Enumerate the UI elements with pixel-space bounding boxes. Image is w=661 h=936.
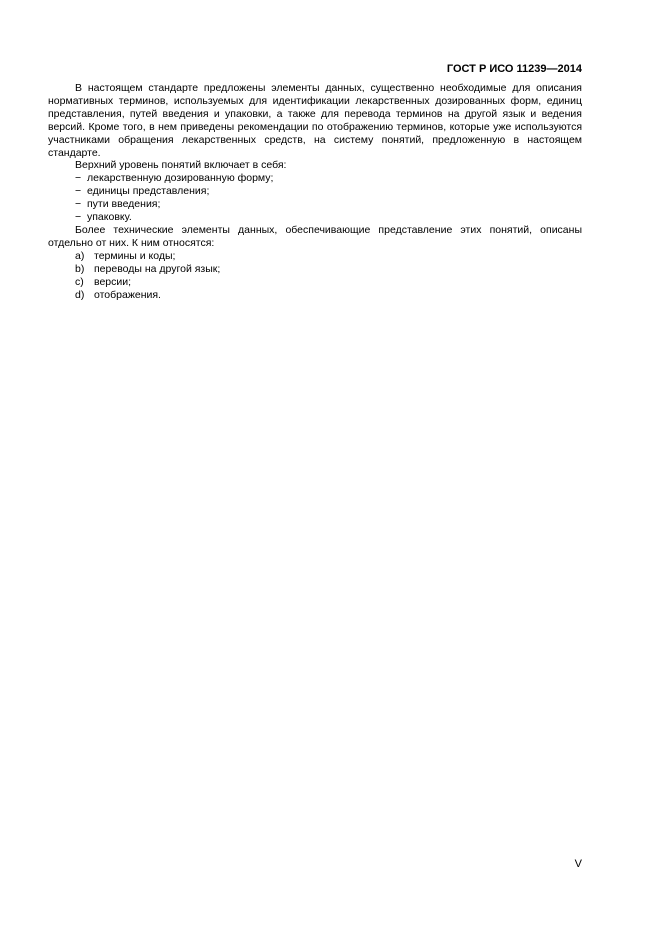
list-item-text: упаковку.: [87, 211, 132, 224]
list-marker: −: [75, 198, 82, 211]
list-item: [48, 172, 582, 185]
list-item: [48, 250, 582, 263]
list-item: [48, 289, 582, 302]
list-item: [48, 185, 582, 198]
list-marker: −: [75, 211, 82, 224]
list-marker: d): [75, 288, 85, 301]
list-item-text: единицы представления;: [87, 185, 210, 198]
list-item: [48, 263, 582, 276]
list-item: [48, 198, 582, 211]
technical-list: [48, 250, 582, 302]
list-item-text: лекарственную дозированную форму;: [87, 172, 274, 185]
list-item: [48, 211, 582, 224]
list-item-text: переводы на другой язык;: [94, 262, 221, 275]
list-item-text: пути введения;: [87, 198, 161, 211]
page-content: [48, 82, 582, 301]
list-item-text: версии;: [94, 275, 132, 288]
technical-paragraph: Более технические элементы данных, обеспечивающие представление этих понятий, описаны отдельно от них. К ним относятся:: [48, 223, 582, 249]
list-marker: −: [75, 172, 82, 185]
intro-paragraph: В настоящем стандарте предложены элементы данных, существенно необходимые для описания нормативных терминов, используемых для идентификации лекарственных дозированных форм, единиц представления, путей введения и упаковки, а также для перевода терминов на другой язык и ведения версий. Кроме того, в нем приведены рекомендации по отображению терминов, которые уже используются участниками обращения лекарственных средств, на систему понятий, предложенную в настоящем стандарте.: [48, 82, 582, 159]
standard-header: ГОСТ Р ИСО 11239—2014: [446, 63, 582, 75]
concept-list: [48, 172, 582, 224]
list-item-text: отображения.: [94, 288, 161, 301]
concepts-paragraph: Верхний уровень понятий включает в себя:: [75, 159, 287, 172]
page-number: V: [574, 858, 582, 870]
list-marker: b): [75, 262, 85, 275]
list-marker: c): [75, 275, 84, 288]
list-item: [48, 276, 582, 289]
list-marker: −: [75, 185, 82, 198]
list-item-text: термины и коды;: [94, 249, 176, 262]
list-marker: a): [75, 249, 85, 262]
